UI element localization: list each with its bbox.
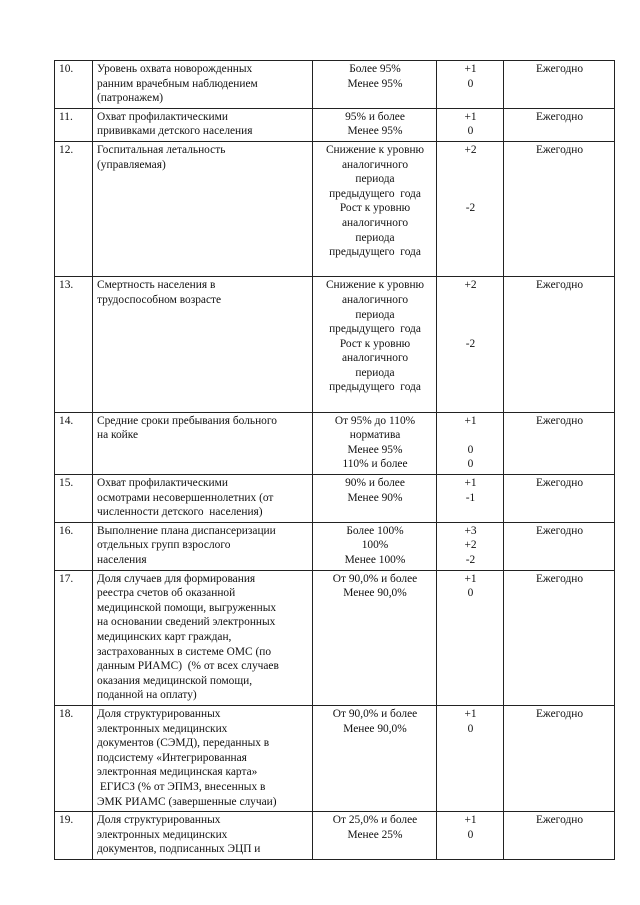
indicator-name-line: (патронажем) <box>97 92 164 105</box>
points-value: +2 <box>464 539 477 552</box>
indicator-name-line: застрахованных в системе ОМС (по <box>97 645 272 658</box>
points-value <box>441 308 500 323</box>
indicator-name-line: Охват профилактическими <box>97 110 228 123</box>
row-number: 16. <box>55 522 93 570</box>
points-value <box>441 187 500 202</box>
row-number: 18. <box>55 705 93 811</box>
criteria-line: предыдущего года <box>329 381 421 394</box>
points-cell <box>437 141 504 276</box>
period-cell: Ежегодно <box>504 812 615 860</box>
points-value: +1 <box>464 572 477 585</box>
table-row <box>55 812 615 860</box>
points-value: 0 <box>467 443 474 456</box>
indicators-table-body <box>55 61 615 860</box>
criteria-line: периода <box>355 366 395 379</box>
criteria-line: Рост к уровню <box>339 337 411 350</box>
indicator-name <box>93 475 313 523</box>
criteria-line: Более 100% <box>346 524 404 537</box>
indicator-name-line: на основании сведений электронных <box>97 616 276 629</box>
criteria-line: Менее 25% <box>347 828 403 841</box>
points-value: +1 <box>464 814 477 827</box>
criteria-line: норматива <box>349 429 401 442</box>
indicator-name-line: на койке <box>97 429 139 442</box>
points-value <box>441 172 500 187</box>
criteria-line: предыдущего года <box>329 323 421 336</box>
indicators-table <box>54 60 615 860</box>
indicator-name-line: Доля случаев для формирования <box>97 572 256 585</box>
period-cell: Ежегодно <box>504 141 615 276</box>
period-cell: Ежегодно <box>504 108 615 141</box>
points-value: 0 <box>467 125 474 138</box>
points-value: +1 <box>464 414 477 427</box>
criteria-line: Менее 90,0% <box>343 587 407 600</box>
indicator-name-line: электронных медицинских <box>97 828 228 841</box>
points-value: +3 <box>464 524 477 537</box>
period-cell: Ежегодно <box>504 277 615 412</box>
table-row <box>55 277 615 412</box>
criteria-line: Менее 100% <box>344 554 406 566</box>
table-row <box>55 412 615 474</box>
indicator-name-line: Доля структурированных <box>97 814 221 827</box>
indicator-name-line: медицинской помощи, выгруженных <box>97 601 277 614</box>
criteria-line: предыдущего года <box>329 246 421 259</box>
indicator-name-line: электронных медицинских <box>97 722 228 735</box>
criteria-line: Менее 90,0% <box>343 722 407 735</box>
period-cell: Ежегодно <box>504 705 615 811</box>
points-cell <box>437 570 504 705</box>
criteria-cell <box>313 277 437 412</box>
criteria-line: Менее 90% <box>347 491 403 504</box>
criteria-cell <box>313 141 437 276</box>
table-row <box>55 141 615 276</box>
indicator-name-line: численности детского населения) <box>97 506 263 519</box>
indicator-name-line: данным РИАМС) (% от всех случаев <box>97 660 279 673</box>
period-cell: Ежегодно <box>504 570 615 705</box>
indicator-name-line: Госпитальная летальность <box>97 143 226 156</box>
criteria-line: Менее 95% <box>347 77 403 90</box>
row-number: 15. <box>55 475 93 523</box>
indicator-name-line: (управляемая) <box>97 158 166 171</box>
row-number: 13. <box>55 277 93 412</box>
table-row <box>55 522 615 570</box>
indicator-name-line: отдельных групп взрослого <box>97 539 231 552</box>
row-number: 11. <box>55 108 93 141</box>
points-value: +1 <box>464 63 477 75</box>
criteria-line: аналогичного <box>341 158 409 171</box>
indicator-name <box>93 108 313 141</box>
indicator-name-line: ЕГИСЗ (% от ЭПМЗ, внесенных в <box>97 780 266 793</box>
table-row <box>55 61 615 109</box>
table-row <box>55 475 615 523</box>
indicator-name <box>93 705 313 811</box>
criteria-cell <box>313 61 437 109</box>
points-value: 0 <box>467 77 474 90</box>
criteria-line: Менее 95% <box>347 443 403 456</box>
indicator-name-line: документов (СЭМД), переданных в <box>97 737 270 750</box>
indicator-name-line: населения <box>97 554 147 566</box>
indicator-name-line: Выполнение плана диспансеризации <box>97 524 276 537</box>
points-cell <box>437 705 504 811</box>
points-value: -2 <box>465 202 476 215</box>
points-value <box>441 428 500 443</box>
indicator-name-line: осмотрами несовершеннолетних (от <box>97 491 274 504</box>
points-cell <box>437 522 504 570</box>
blank-line <box>317 260 433 275</box>
indicator-name-line: Смертность населения в <box>97 279 216 292</box>
indicator-name <box>93 412 313 474</box>
criteria-line: 100% <box>361 539 389 552</box>
criteria-line: Рост к уровню <box>339 202 411 215</box>
criteria-line: 90% и более <box>345 477 405 490</box>
points-cell <box>437 277 504 412</box>
points-cell <box>437 475 504 523</box>
row-number: 12. <box>55 141 93 276</box>
criteria-cell <box>313 705 437 811</box>
indicator-name-line: Уровень охвата новорожденных <box>97 63 253 75</box>
indicator-name <box>93 812 313 860</box>
points-cell <box>437 61 504 109</box>
points-value: -2 <box>465 554 476 566</box>
points-value: 0 <box>467 587 474 600</box>
indicator-name-line: поданной на оплату) <box>97 689 197 702</box>
criteria-cell <box>313 570 437 705</box>
indicator-name-line: оказания медицинской помощи, <box>97 674 253 687</box>
points-value: +1 <box>464 707 477 720</box>
indicator-name-line: реестра счетов об оказанной <box>97 587 236 600</box>
indicator-name-line: электронная медицинская карта» <box>97 766 258 779</box>
criteria-line: От 25,0% и более <box>332 814 418 827</box>
row-number: 14. <box>55 412 93 474</box>
criteria-line: Менее 95% <box>347 125 403 138</box>
indicator-name-line: документов, подписанных ЭЦП и <box>97 843 261 856</box>
points-cell <box>437 812 504 860</box>
criteria-line: периода <box>355 173 395 186</box>
criteria-cell <box>313 812 437 860</box>
points-cell <box>437 412 504 474</box>
indicator-name-line: трудоспособном возрасте <box>97 293 222 306</box>
row-number: 19. <box>55 812 93 860</box>
criteria-line: 110% и более <box>342 458 408 471</box>
table-row <box>55 570 615 705</box>
points-value: 0 <box>467 458 474 471</box>
points-value: -2 <box>465 337 476 350</box>
criteria-line: периода <box>355 231 395 244</box>
criteria-line: аналогичного <box>341 352 409 365</box>
indicator-name-line: медицинских карт граждан, <box>97 630 232 643</box>
points-cell <box>437 108 504 141</box>
indicator-name-line: Средние сроки пребывания больного <box>97 414 277 427</box>
indicator-name <box>93 61 313 109</box>
points-value: -1 <box>465 491 476 504</box>
row-number: 10. <box>55 61 93 109</box>
period-cell: Ежегодно <box>504 475 615 523</box>
criteria-cell <box>313 522 437 570</box>
criteria-line: Снижение к уровню <box>325 143 425 156</box>
criteria-line: Снижение к уровню <box>325 279 425 292</box>
indicator-name-line: Доля структурированных <box>97 707 221 720</box>
criteria-line: От 90,0% и более <box>332 572 418 585</box>
indicator-name <box>93 570 313 705</box>
indicator-name-line: прививками детского населения <box>97 125 253 138</box>
indicator-name <box>93 141 313 276</box>
table-row <box>55 108 615 141</box>
points-value: +1 <box>464 477 477 490</box>
criteria-line: предыдущего года <box>329 187 421 200</box>
row-number: 17. <box>55 570 93 705</box>
criteria-line: 95% и более <box>345 110 405 123</box>
criteria-line: От 95% до 110% <box>334 414 416 427</box>
table-row <box>55 705 615 811</box>
indicator-name <box>93 277 313 412</box>
indicator-name-line: ЭМК РИАМС (завершенные случаи) <box>97 795 277 808</box>
criteria-line: периода <box>355 308 395 321</box>
criteria-cell <box>313 108 437 141</box>
criteria-cell <box>313 475 437 523</box>
indicator-name-line: подсистему «Интегрированная <box>97 751 247 764</box>
points-value <box>441 322 500 337</box>
indicator-name <box>93 522 313 570</box>
criteria-line: Более 95% <box>349 63 401 75</box>
indicator-name-line: ранним врачебным наблюдением <box>97 77 258 90</box>
points-value: 0 <box>467 722 474 735</box>
points-value: +1 <box>464 110 477 123</box>
criteria-line: аналогичного <box>341 293 409 306</box>
points-value: +2 <box>464 143 477 156</box>
blank-line <box>317 395 433 410</box>
points-value <box>441 293 500 308</box>
points-value: 0 <box>467 828 474 841</box>
indicator-name-line: Охват профилактическими <box>97 477 228 490</box>
points-value <box>441 158 500 173</box>
period-cell: Ежегодно <box>504 61 615 109</box>
criteria-line: От 90,0% и более <box>332 707 418 720</box>
period-cell: Ежегодно <box>504 412 615 474</box>
period-cell: Ежегодно <box>504 522 615 570</box>
criteria-cell <box>313 412 437 474</box>
points-value: +2 <box>464 279 477 292</box>
criteria-line: аналогичного <box>341 216 409 229</box>
